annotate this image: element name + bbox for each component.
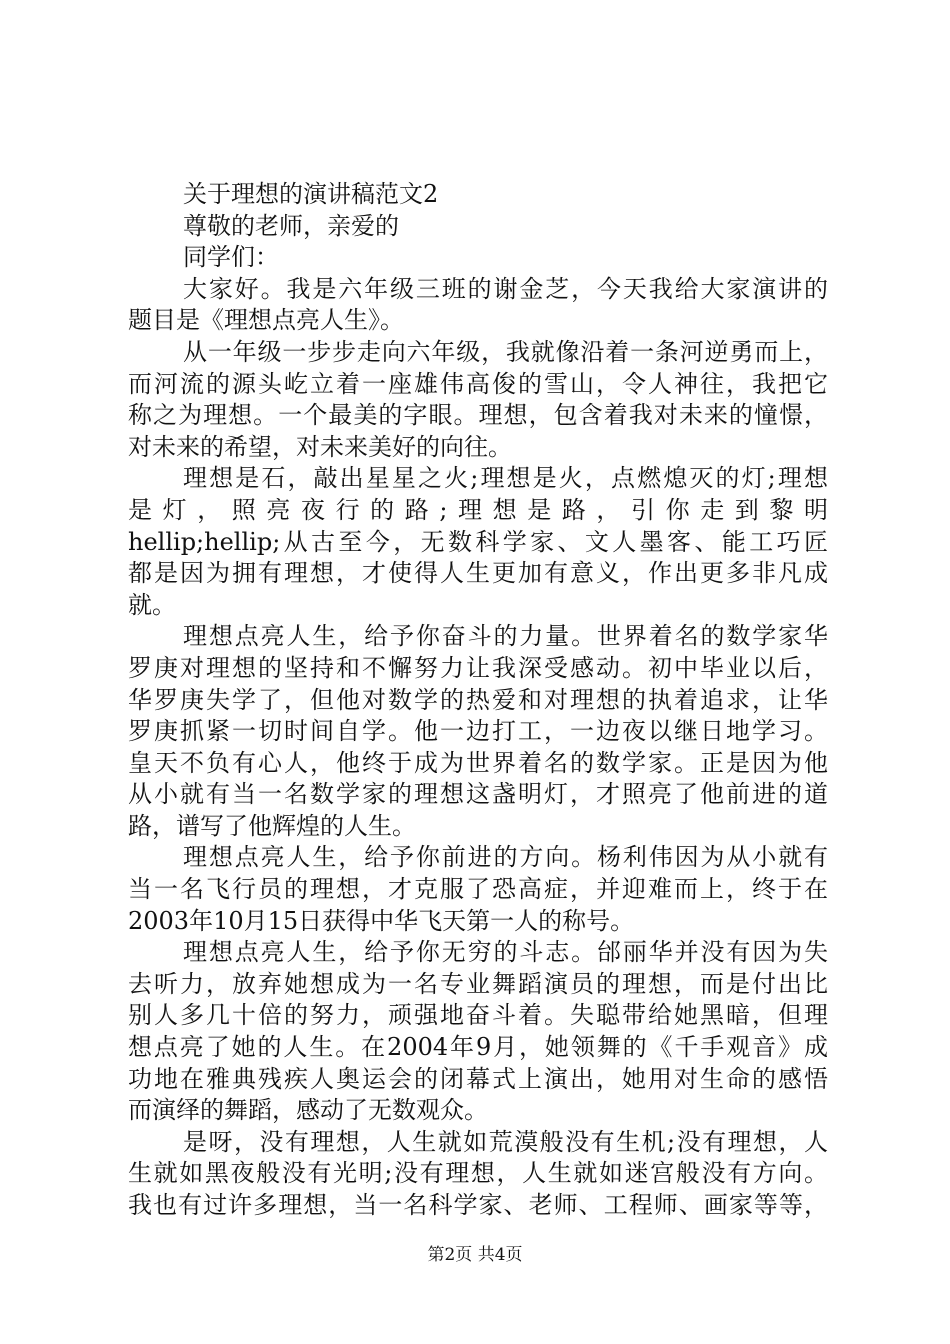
text-line: 罗庚对理想的坚持和不懈努力让我深受感动。初中毕业以后， <box>128 653 828 682</box>
text-line: 华罗庚失学了，但他对数学的热爱和对理想的执着追求，让华 <box>128 685 828 714</box>
text-line: 都是因为拥有理想，才使得人生更加有意义，作出更多非凡成 <box>128 559 828 588</box>
text-line: 而河流的源头屹立着一座雄伟高俊的雪山，令人神往，我把它 <box>128 369 828 398</box>
text-line: 同学们： <box>183 243 279 272</box>
text-line: 想点亮了她的人生。在2004年9月，她领舞的《千手观音》成 <box>128 1033 828 1062</box>
text-line: 理想点亮人生，给予你奋斗的力量。世界着名的数学家华 <box>183 622 828 651</box>
text-line: 关于理想的演讲稿范文2 <box>183 180 439 208</box>
text-line: 当一名飞行员的理想，才克服了恐高症，并迎难而上，终于在 <box>128 875 828 904</box>
text-line: 从一年级一步步走向六年级，我就像沿着一条河逆勇而上， <box>183 337 828 366</box>
text-line: 功地在雅典残疾人奥运会的闭幕式上演出，她用对生命的感悟 <box>128 1064 828 1093</box>
text-line: 大家好。我是六年级三班的谢金芝，今天我给大家演讲的 <box>183 274 828 303</box>
text-line: 理想是石，敲出星星之火;理想是火，点燃熄灭的灯;理想 <box>183 464 828 493</box>
text-line: 理想点亮人生，给予你前进的方向。杨利伟因为从小就有 <box>183 843 828 872</box>
text-line: 生就如黑夜般没有光明;没有理想，人生就如迷宫般没有方向。 <box>128 1159 828 1188</box>
document-body <box>128 179 828 1222</box>
text-line: 称之为理想。一个最美的字眼。理想，包含着我对未来的憧憬， <box>128 401 828 430</box>
text-line: hellip;hellip;从古至今，无数科学家、文人墨客、能工巧匠 <box>128 527 828 556</box>
text-line: 去听力，放弃她想成为一名专业舞蹈演员的理想，而是付出比 <box>128 969 828 998</box>
text-line: 2003年10月15日获得中华飞天第一人的称号。 <box>128 906 635 935</box>
text-line: 是呀，没有理想，人生就如荒漠般没有生机;没有理想，人 <box>183 1127 828 1156</box>
text-line: 皇天不负有心人，他终于成为世界着名的数学家。正是因为他 <box>128 748 828 777</box>
text-line: 路，谱写了他辉煌的人生。 <box>128 811 416 840</box>
text-line: 我也有过许多理想，当一名科学家、老师、工程师、画家等等， <box>128 1191 828 1219</box>
page-footer: 第2页 共4页 <box>427 1245 523 1265</box>
text-line: 罗庚抓紧一切时间自学。他一边打工，一边夜以继日地学习。 <box>128 717 828 746</box>
text-line: 题目是《理想点亮人生》。 <box>128 306 404 335</box>
text-line: 尊敬的老师，亲爱的 <box>183 211 399 240</box>
text-line: 是灯，照亮夜行的路;理想是路，引你走到黎明 <box>128 495 828 524</box>
text-line: 从小就有当一名数学家的理想这盏明灯，才照亮了他前进的道 <box>128 780 828 809</box>
text-line: 别人多几十倍的努力，顽强地奋斗着。失聪带给她黑暗，但理 <box>128 1001 828 1030</box>
text-line: 而演绎的舞蹈，感动了无数观众。 <box>128 1096 488 1125</box>
text-line: 对未来的希望，对未来美好的向往。 <box>128 432 512 461</box>
text-line: 理想点亮人生，给予你无穷的斗志。邰丽华并没有因为失 <box>183 938 828 967</box>
text-line: 就。 <box>128 590 176 619</box>
